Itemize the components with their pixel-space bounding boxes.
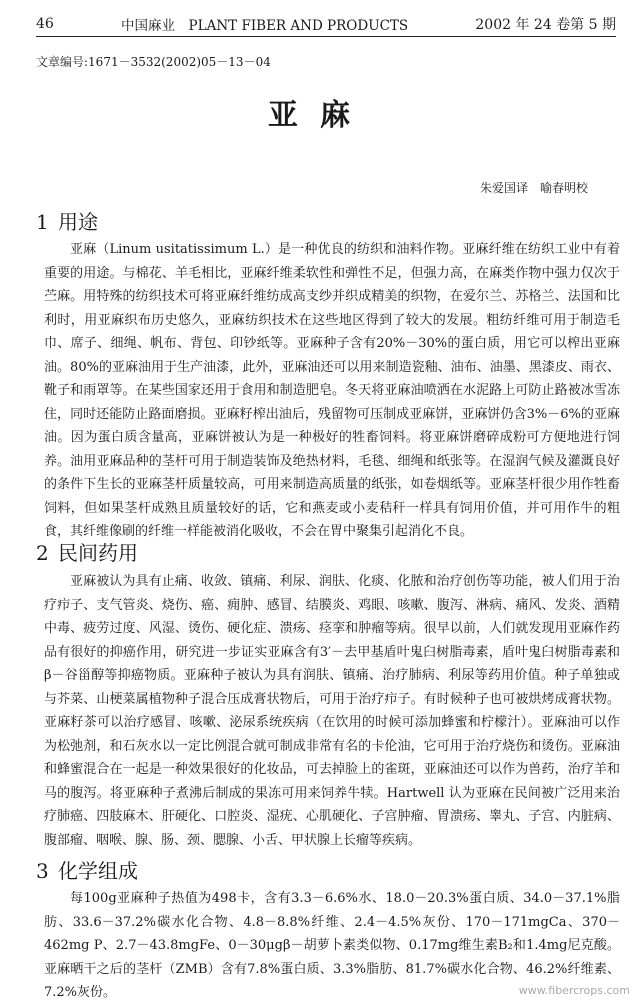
section-3-heading xyxy=(36,855,138,884)
section-1-heading xyxy=(36,206,98,235)
section-1-title: 用途 xyxy=(58,210,98,234)
journal-name: 中国麻业 PLANT FIBER AND PRODUCTS xyxy=(121,18,409,34)
page-number: 46 xyxy=(36,16,54,32)
issue-info: 2002 年 24 卷第 5 期 xyxy=(475,17,616,33)
watermark: www.fibercrops.com xyxy=(518,984,630,997)
section-2-title: 民间药用 xyxy=(58,541,138,565)
section-2-heading xyxy=(36,537,138,566)
section-3-paragraph: 每100g亚麻种子热值为498卡，含有3.3－6.6%水、18.0－20.3%蛋白质、34.0－37.1%脂肪、33.6－37.2%碳水化合物、4.8－8.8%纤维、2.4－4.5%灰份、170－171mgCa、370－462mg P、2.7－43.8mgFe、0－30μgβ－胡萝卜素类似物、0.17mg维生素B₂和1.4mg尼克酸。亚麻晒干之后的茎杆（ZMB）含有7.8%蛋白质、3.3%脂肪、81.7%碳水化合物、46.2%纤维素、7.2%灰份。 xyxy=(44,891,620,1000)
section-1-number: 1 xyxy=(36,210,49,234)
section-3-title: 化学组成 xyxy=(58,859,138,883)
authors: 朱爱国译 喻春明校 xyxy=(479,181,588,195)
section-2-number: 2 xyxy=(36,541,49,565)
article-number: 文章编号:1671－3532(2002)05－13－04 xyxy=(36,55,271,69)
section-2-paragraph: 亚麻被认为具有止痛、收敛、镇痛、利尿、润肤、化痰、化脓和治疗创伤等功能，被人们用于治疗疖子、支气管炎、烧伤、癌、痈肿、感冒、结膜炎、鸡眼、咳嗽、腹泻、淋病、痛风、发炎、酒精中毒、疲劳过度、风湿、烫伤、硬化症、溃疡、痉挛和肿瘤等病。很早以前，人们就发现用亚麻作药品有很好的抑癌作用，研究进一步证实亚麻含有3′－去甲基盾叶鬼臼树脂毒素，盾叶鬼臼树脂毒素和β－谷甾醇等抑癌物质。亚麻种子被认为具有润肤、镇痛、治疗肺病、利尿等药用价值。种子单独或与芥菜、山梗菜属植物种子混合压成膏状物后，可用于治疗疖子。有时候种子也可被烘烤成膏状物。亚麻籽茶可以治疗感冒、咳嗽、泌尿系统疾病（在饮用的时候可添加蜂蜜和柠檬汁）。亚麻油可以作为松弛剂，和石灰水以一定比例混合就可制成非常有名的卡伦油，它可用于治疗烧伤和烫伤。亚麻油和蜂蜜混合在一起是一种效果很好的化妆品，可去掉脸上的雀斑，亚麻油还可以作为兽药，治疗羊和马的腹泻。将亚麻种子煮沸后制成的果冻可用来饲养牛犊。Hartwell 认为亚麻在民间被广泛用来治疗肺癌、四肢麻木、肝硬化、口腔炎、湿疣、心肌硬化、子宫肿瘤、胃溃疡、睾丸、子宫、内脏病、腹部瘤、咽喉、腺、肠、颈、腮腺、小舌、甲状腺上长瘤等疾病。 xyxy=(44,574,620,848)
article-title: 亚麻 xyxy=(268,98,372,133)
running-header xyxy=(36,12,616,37)
section-3-number: 3 xyxy=(36,859,49,883)
section-1-paragraph: 亚麻（Linum usitatissimum L.）是一种优良的纺织和油料作物。亚麻纤维在纺织工业中有着重要的用途。与棉花、羊毛相比，亚麻纤维柔软性和弹性不足，但强力高，在麻类作物中强力仅次于苎麻。用特殊的纺织技术可将亚麻纤维纺成高支纱并织成精美的织物，在爱尔兰、苏格兰、法国和比利时，用亚麻织布历史悠久，亚麻纺织技术在这些地区得到了较大的发展。粗纺纤维可用于制造毛巾、席子、细绳、帆布、背包、印钞纸等。亚麻种子含有20%－30%的蛋白质，用它可以榨出亚麻油。80%的亚麻油用于生产油漆，此外，亚麻油还可以用来制造瓷釉、油布、油墨、黑漆皮、雨衣、靴子和雨罩等。在某些国家还用于食用和制造肥皂。冬天将亚麻油喷洒在水泥路上可防止路被冰雪冻住，同时还能防止路面磨损。亚麻籽榨出油后，残留物可压制成亚麻饼，亚麻饼仍含3%－6%的亚麻油。因为蛋白质含量高，亚麻饼被认为是一种极好的牲畜饲料。将亚麻饼磨碎成粉可方便地进行饲养。油用亚麻品种的茎杆可用于制造装饰及绝热材料，毛毯、细绳和纸张等。在湿润气候及灌溉良好的条件下生长的亚麻茎杆质量较高，可用来制造高质量的纸张，如卷烟纸等。亚麻茎杆很少用作牲畜饲料，但如果茎杆成熟且质量较好的话，它和燕麦或小麦秸秆一样具有饲用价值，并可用作牛的粗食，其纤维像刷的纤维一样能被消化吸收，不会在胃中聚集引起消化不良。 xyxy=(44,242,620,539)
